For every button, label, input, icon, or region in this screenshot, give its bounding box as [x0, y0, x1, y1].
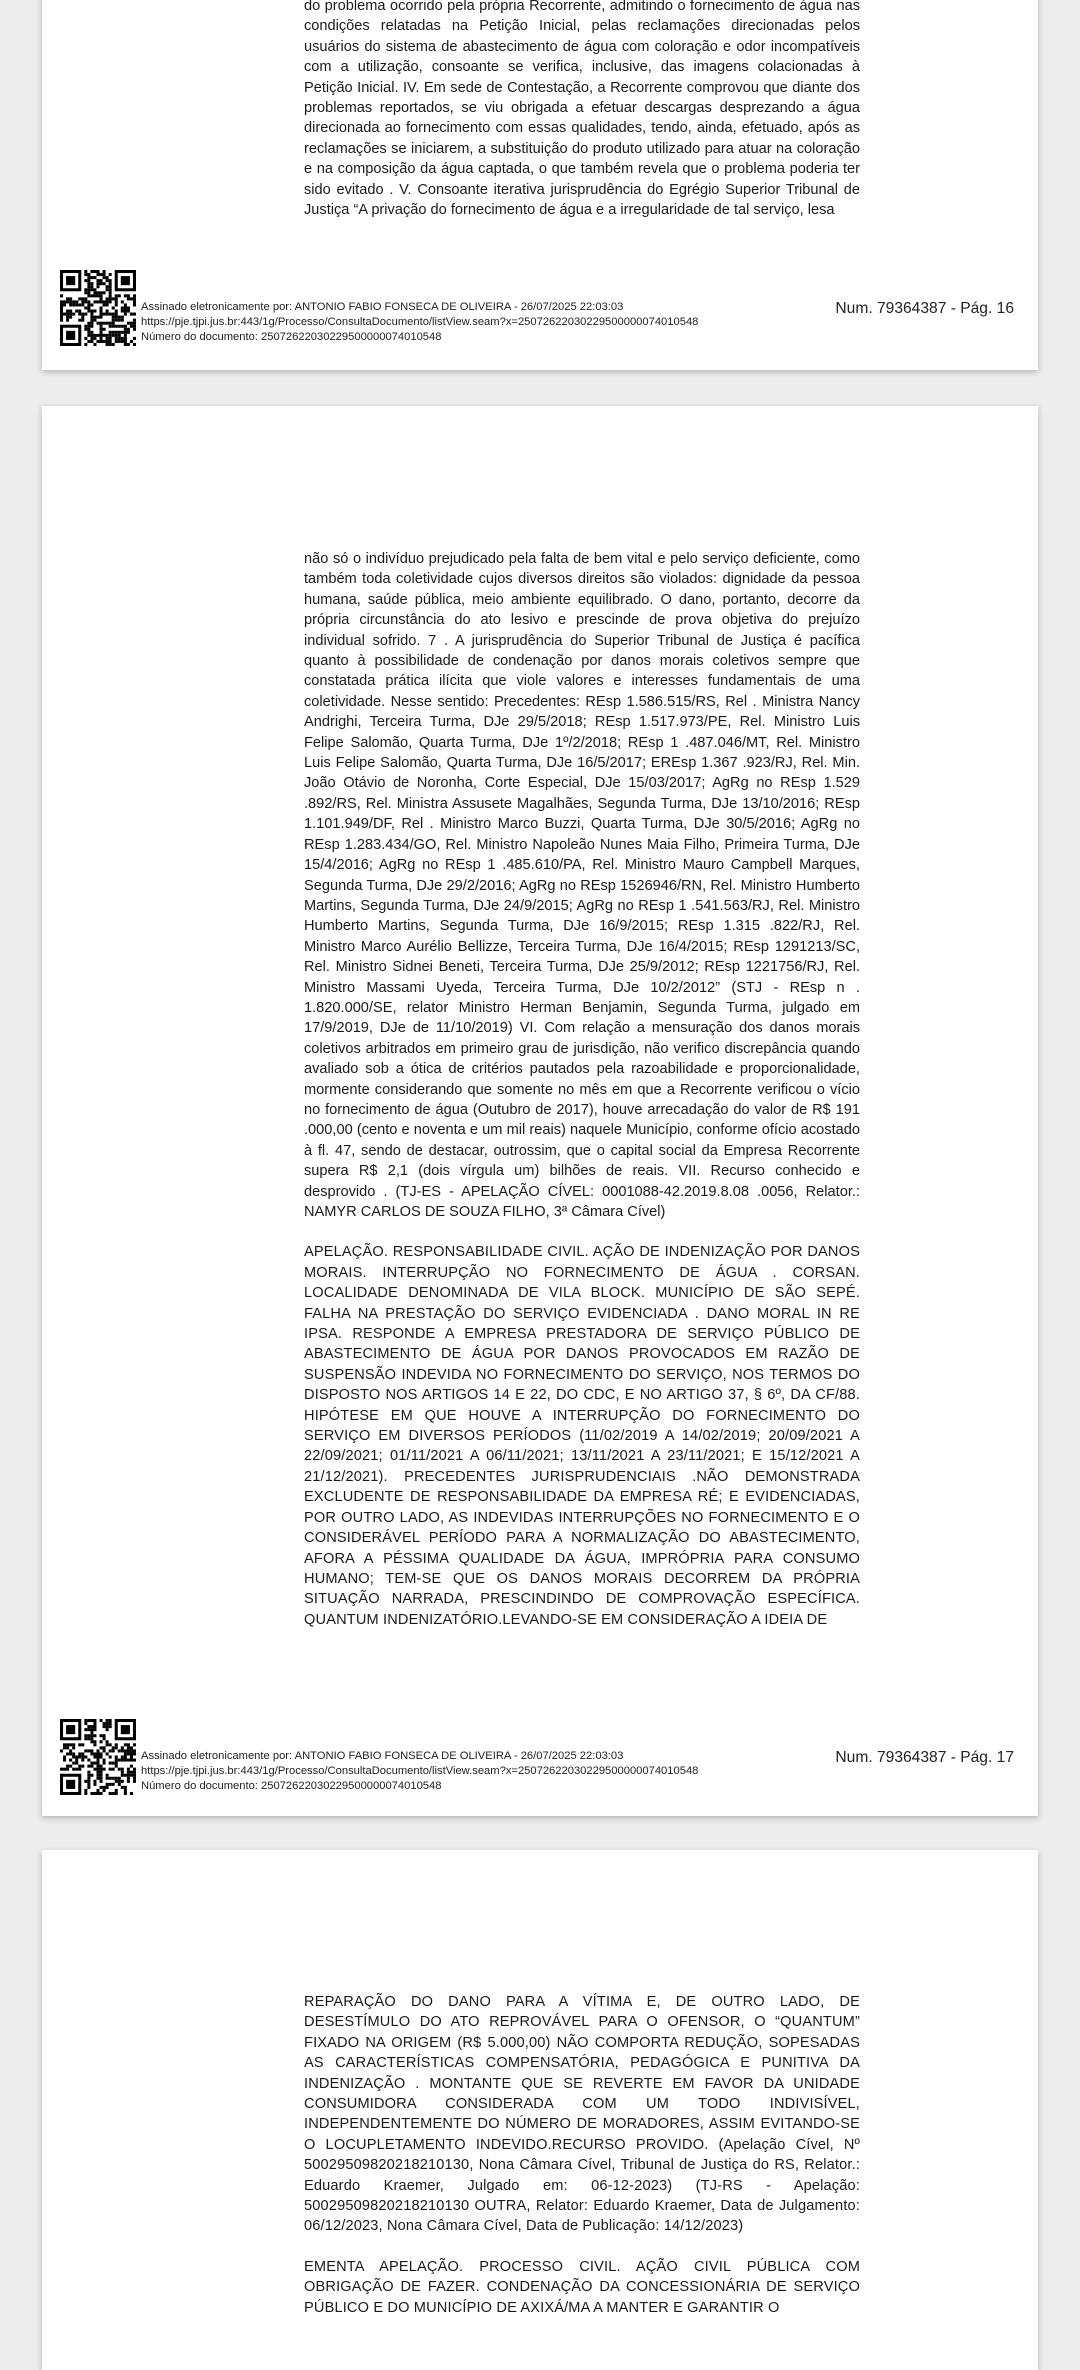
document-page-18 [42, 1850, 1038, 2370]
signature-footer [60, 1717, 1020, 1797]
page-number-label: Num. 79364387 - Pág. 16 [835, 300, 1014, 317]
signed-by-text: Assinado eletronicamente por: ANTONIO FABIO FONSECA DE OLIVEIRA - 26/07/2025 22:03:03 [141, 301, 624, 313]
signature-footer [60, 268, 1020, 348]
document-page-16 [42, 0, 1038, 370]
document-number: Número do documento: 25072622030229500000074010548 [141, 331, 442, 343]
page-body-text [304, 549, 860, 1650]
document-number: Número do documento: 25072622030229500000074010548 [141, 1780, 442, 1792]
signed-by-text: Assinado eletronicamente por: ANTONIO FABIO FONSECA DE OLIVEIRA - 26/07/2025 22:03:03 [141, 1750, 624, 1762]
verification-url[interactable]: https://pje.tjpi.jus.br:443/1g/Processo/ConsultaDocumento/listView.seam?x=25072622030229500000074010548 [141, 1765, 699, 1777]
page-body-text [304, 0, 860, 240]
paragraph: APELAÇÃO. RESPONSABILIDADE CIVIL. AÇÃO DE INDENIZAÇÃO POR DANOS MORAIS. INTERRUPÇÃO NO FORNECIMENTO DE ÁGUA . CORSAN. LOCALIDADE DENOMINADA DE VILA BLOCK. MUNICÍPIO DE SÃO SEPÉ. FALHA NA PRESTAÇÃO DO SERVIÇO EVIDENCIADA . DANO MORAL IN RE IPSA. RESPONDE A EMPRESA PRESTADORA DE SERVIÇO PÚBLICO DE ABASTECIMENTO DE ÁGUA POR DANOS PROVOCADOS EM RAZÃO DE SUSPENSÃO INDEVIDA NO FORNECIMENTO DO SERVIÇO, NOS TERMOS DO DISPOSTO NOS ARTIGOS 14 E 22, DO CDC, E NO ARTIGO 37, § 6º, DA CF/88. HIPÓTESE EM QUE HOUVE A INTERRUPÇÃO DO FORNECIMENTO DO SERVIÇO EM DIVERSOS PERÍODOS (11/02/2019 A 14/02/2019; 20/09/2021 A 22/09/2021; 01/11/2021 A 06/11/2021; 13/11/2021 A 23/11/2021; E 15/12/2021 A 21/12/2021). PRECEDENTES JURISPRUDENCIAIS .NÃO DEMONSTRADA EXCLUDENTE DE RESPONSABILIDADE DA EMPRESA RÉ; E EVIDENCIADAS, POR OUTRO LADO, AS INDEVIDAS INTERRUPÇÕES NO FORNECIMENTO E O CONSIDERÁVEL PERÍODO PARA A NORMALIZAÇÃO DO ABASTECIMENTO, AFORA A PÉSSIMA QUALIDADE DA ÁGUA, IMPRÓPRIA PARA CONSUMO HUMANO; TEM-SE QUE OS DANOS MORAIS DECORREM DA PRÓPRIA SITUAÇÃO NARRADA, PRESCINDINDO DE COMPROVAÇÃO ESPECÍFICA. QUANTUM INDENIZATÓRIO.LEVANDO-SE EM CONSIDERAÇÃO A IDEIA DE [304, 1244, 860, 1628]
qr-code-icon [60, 1719, 136, 1795]
paragraph: do problema ocorrido pela própria Recorrente, admitindo o fornecimento de água nas condições relatadas na Petição Inicial, pelas reclamações direcionadas pelos usuários do sistema de abastecimento de água com coloração e odor incompatíveis com a utilização, consoante se verifica, inclusive, das imagens colacionadas à Petição Inicial. IV. Em sede de Contestação, a Recorrente comprovou que diante dos problemas reportados, se viu obrigada a efetuar descargas desprezando a água direcionada ao fornecimento com essas qualidades, tendo, ainda, efetuado, após as reclamações se iniciarem, a substituição do produto utilizado para atuar na coloração e na composição da água captada, o que também revela que o problema poderia ter sido evitado . V. Consoante iterativa jurisprudência do Egrégio Superior Tribunal de Justiça “A privação do fornecimento de água e a irregularidade de tal serviço, lesa [304, 0, 860, 219]
verification-url[interactable]: https://pje.tjpi.jus.br:443/1g/Processo/ConsultaDocumento/listView.seam?x=25072622030229500000074010548 [141, 316, 699, 328]
qr-code-icon [60, 270, 136, 346]
paragraph: EMENTA APELAÇÃO. PROCESSO CIVIL. AÇÃO CIVIL PÚBLICA COM OBRIGAÇÃO DE FAZER. CONDENAÇÃO DA CONCESSIONÁRIA DE SERVIÇO PÚBLICO E DO MUNICÍPIO DE AXIXÁ/MA A MANTER E GARANTIR O [304, 2258, 860, 2316]
paragraph: não só o indivíduo prejudicado pela falta de bem vital e pelo serviço deficiente, como também toda coletividade cujos diversos direitos são violados: dignidade da pessoa humana, saúde pública, meio ambiente equilibrado. O dano, portanto, decorre da própria circunstância do ato lesivo e prescinde de prova objetiva do prejuízo individual sofrido. 7 . A jurisprudência do Superior Tribunal de Justiça é pacífica quanto à possibilidade de condenação por danos morais coletivos sempre que constatada prática ilícita que viole valores e interesses fundamentais de uma coletividade. Nesse sentido: Precedentes: REsp 1.586.515/RS, Rel . Ministra Nancy Andrighi, Terceira Turma, DJe 29/5/2018; REsp 1.517.973/PE, Rel. Ministro Luis Felipe Salomão, Quarta Turma, DJe 1º/2/2018; REsp 1 .487.046/MT, Rel. Ministro Luis Felipe Salomão, Quarta Turma, DJe 16/5/2017; EREsp 1.367 .923/RJ, Rel. Min. João Otávio de Noronha, Corte Especial, DJe 15/03/2017; AgRg no REsp 1.529 .892/RS, Rel. Ministra Assusete Magalhães, Segunda Turma, DJe 13/10/2016; REsp 1.101.949/DF, Rel . Ministro Marco Buzzi, Quarta Turma, DJe 30/5/2016; AgRg no REsp 1.283.434/GO, Rel. Ministro Napoleão Nunes Maia Filho, Primeira Turma, DJe 15/4/2016; AgRg no REsp 1 .485.610/PA, Rel. Ministro Mauro Campbell Marques, Segunda Turma, DJe 29/2/2016; AgRg no REsp 1526946/RN, Rel. Ministro Humberto Martins, Segunda Turma, DJe 24/9/2015; AgRg no REsp 1 .541.563/RJ, Rel. Ministro Humberto Martins, Segunda Turma, DJe 16/9/2015; REsp 1.315 .822/RJ, Rel. Ministro Marco Aurélio Bellizze, Terceira Turma, DJe 16/4/2015; REsp 1291213/SC, Rel. Ministro Sidnei Beneti, Terceira Turma, DJe 25/9/2012; REsp 1221756/RJ, Rel. Ministro Massami Uyeda, Terceira Turma, DJe 10/2/2012” (STJ - REsp n . 1.820.000/SE, relator Ministro Herman Benjamin, Segunda Turma, julgado em 17/9/2019, DJe de 11/10/2019) VI. Com relação a mensuração dos danos morais coletivos arbitrados em primeiro grau de jurisdição, não verifico discrepância quando avaliado sob a ótica de critérios pautados pela razoabilidade e proporcionalidade, mormente considerando que somente no mês em que a Recorrente verificou o vício no fornecimento de água (Outubro de 2017), houve arrecadação do valor de R$ 191 .000,00 (cento e noventa e um mil reais) naquele Município, conforme ofício acostado à fl. 47, sendo de destacar, outrossim, que o capital social da Empresa Recorrente supera R$ 2,1 (dois vírgula um) bilhões de reais. VII. Recurso conhecido e desprovido . (TJ-ES - APELAÇÃO CÍVEL: 0001088-42.2019.8.08 .0056, Relator.: NAMYR CARLOS DE SOUZA FILHO, 3ª Câmara Cível) [304, 551, 860, 1220]
page-number-label: Num. 79364387 - Pág. 17 [835, 1749, 1014, 1766]
document-page-17 [42, 406, 1038, 1816]
page-body-text [304, 1992, 860, 2338]
paragraph: REPARAÇÃO DO DANO PARA A VÍTIMA E, DE OUTRO LADO, DE DESESTÍMULO DO ATO REPROVÁVEL PARA O OFENSOR, O “QUANTUM” FIXADO NA ORIGEM (R$ 5.000,00) NÃO COMPORTA REDUÇÃO, SOPESADAS AS CARACTERÍSTICAS COMPENSATÓRIA, PEDAGÓGICA E PUNITIVA DA INDENIZAÇÃO . MONTANTE QUE SE REVERTE EM FAVOR DA UNIDADE CONSUMIDORA CONSIDERADA COM UM TODO INDIVISÍVEL, INDEPENDENTEMENTE DO NÚMERO DE MORADORES, ASSIM EVITANDO-SE O LOCUPLETAMENTO INDEVIDO.RECURSO PROVIDO. (Apelação Cível, Nº 50029509820218210130, Nona Câmara Cível, Tribunal de Justiça do RS, Relator.: Eduardo Kraemer, Julgado em: 06-12-2023) (TJ-RS - Apelação: 50029509820218210130 OUTRA, Relator: Eduardo Kraemer, Data de Julgamento: 06/12/2023, Nona Câmara Cível, Data de Publicação: 14/12/2023) [304, 1994, 860, 2235]
